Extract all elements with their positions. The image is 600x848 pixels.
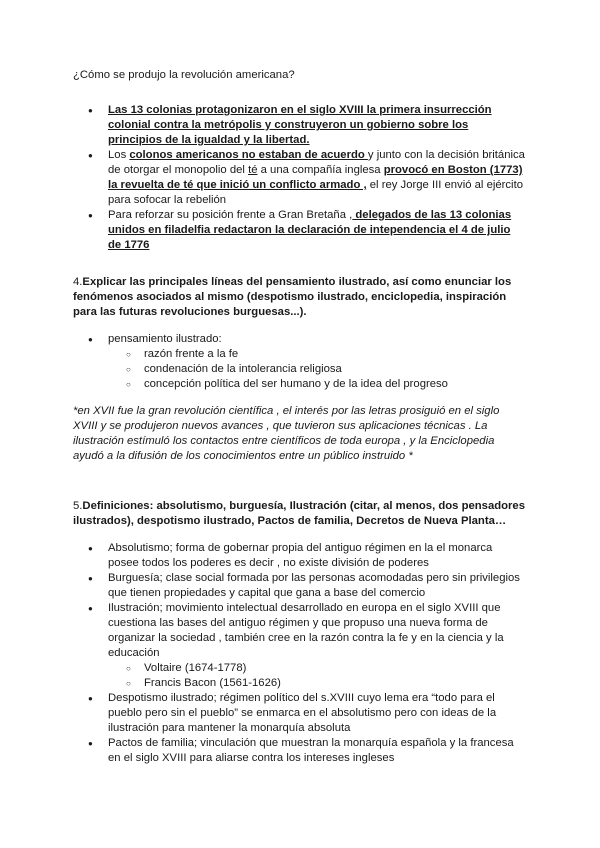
q4-list — [73, 332, 525, 392]
list-item — [73, 148, 525, 208]
list-item — [73, 332, 525, 392]
item-text: a una compañía inglesa — [257, 164, 384, 176]
sub-list-item: ○ concepción política del ser humano y de la idea del progreso — [73, 377, 525, 392]
question-4-title — [73, 275, 525, 320]
item-text-bold: colonos americanos no estaban de acuerdo — [129, 149, 368, 161]
sub-list-item: ○ razón frente a la fe — [73, 347, 525, 362]
item-text: pensamiento ilustrado: — [108, 333, 222, 345]
item-text: y junto con la decisión británica de otorgar el monopolio del — [108, 149, 525, 176]
sub-list-item: ○ condenación de la intolerancia religiosa — [73, 362, 525, 377]
item-text: Ilustración; movimiento intelectual desarrollado en europa en el siglo XVIII que cuestiona las bases del antiguo régimen y que propuso una nueva forma de organizar la sociedad , también cree en la razón contra la fe y en la ciencia y la educación — [108, 602, 504, 659]
document-page — [73, 68, 525, 766]
question-1-title: ¿Cómo se produjo la revolución americana? — [73, 69, 295, 81]
note-paragraph: *en XVII fue la gran revolución científica , el interés por las letras prosiguió en el siglo XVIII y se produjeron nuevos avances , que tuvieron sus aplicaciones técnicas . La ilustración estímuló los contactos entre científicos de toda europa , y la Enciclopedia ayudó a la difusión de los conocimientos entre un público instruido * — [73, 405, 500, 462]
item-text: Los — [108, 149, 130, 161]
question-5-title — [73, 499, 525, 529]
list-item — [73, 103, 525, 148]
sub-list-item: ○ Voltaire (1674-1778) — [73, 661, 525, 676]
item-text: el rey Jorge III envió al ejército para sofocar la rebelión — [108, 179, 523, 206]
question-number: 5. — [73, 500, 83, 512]
sub-list-item: ○ Francis Bacon (1561-1626) — [73, 676, 525, 691]
item-text-bold: provocó en Boston (1773) la revuelta de té que inició un conflicto armado , — [108, 164, 523, 191]
q1-list — [73, 103, 525, 253]
item-text-bold: delegados de las 13 colonias unidos en filadelfia redactaron la declaración de intependencia el 4 de julio de 1776 — [108, 209, 512, 251]
list-item: ● Despotismo ilustrado; régimen político del s.XVIII cuyo lema era “todo para el pueblo pero sin el pueblo” se enmarca en el absolutismo pero con ideas de la ilustración para mantener la monarquía absoluta — [73, 691, 525, 736]
list-item: ● Pactos de familia; vinculación que muestran la monarquía española y la francesa en el siglo XVIII para aliarse contra los intereses ingleses — [73, 736, 525, 766]
question-number: 4. — [73, 276, 83, 288]
question-text: Explicar las principales líneas del pensamiento ilustrado, así como enunciar los fenómenos asociados al mismo (despotismo ilustrado, enciclopedia, inspiración para las futuras revoluciones burguesas...). — [73, 276, 512, 318]
list-item: ● Absolutismo; forma de gobernar propia del antiguo régimen en la el monarca posee todos los poderes es decir , no existe división de poderes — [73, 541, 525, 571]
list-item — [73, 601, 525, 691]
sub-list — [108, 347, 525, 392]
item-text: Las 13 colonias protagonizaron en el siglo XVIII la primera insurrección colonial contra la metrópolis y construyeron un gobierno sobre los principios de la igualdad y la libertad. — [108, 104, 492, 146]
item-text: Para reforzar su posición frente a Gran Bretaña , — [108, 209, 353, 221]
list-item — [73, 208, 525, 253]
sub-list — [108, 661, 525, 691]
question-text: Definiciones: absolutismo, burguesía, Ilustración (citar, al menos, dos pensadores ilustrados), despotismo ilustrado, Pactos de familia, Decretos de Nueva Planta… — [73, 500, 525, 527]
list-item: ● Burguesía; clase social formada por las personas acomodadas pero sin privilegios que tienen propiedades y capital que gana a base del comercio — [73, 571, 525, 601]
q5-list — [73, 541, 525, 766]
item-text-underlined: té — [248, 164, 258, 176]
